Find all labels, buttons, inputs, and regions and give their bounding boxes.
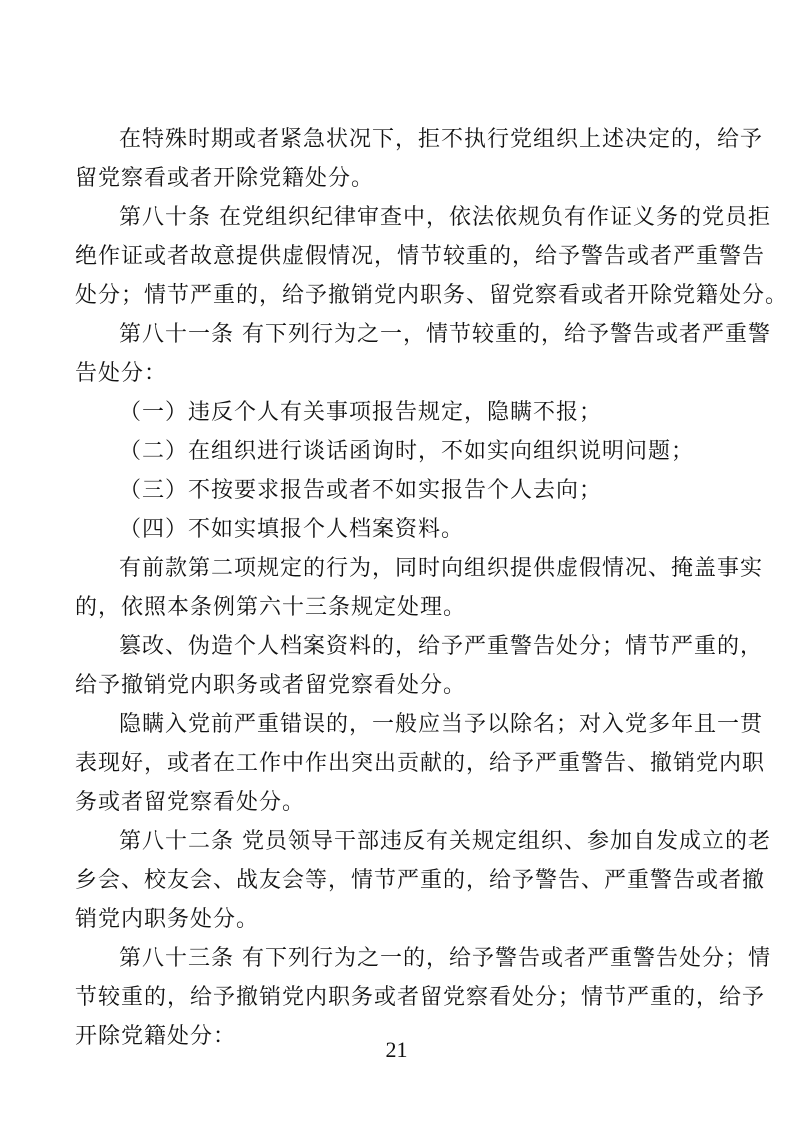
text-line: 留党察看或者开除党籍处分。 [75, 166, 375, 191]
article-80 [75, 198, 789, 315]
text-line: 告处分： [75, 361, 168, 386]
text-line: （三）不按要求报告或者不如实报告个人去向； [119, 478, 603, 503]
paragraph-special-period [75, 120, 764, 198]
text-line: 处分；情节严重的，给予撤销党内职务、留党察看或者开除党籍处分。 [75, 283, 789, 308]
text-line: 第八十三条 有下列行为之一的，给予警告或者严重警告处分；情 [119, 946, 771, 971]
text-line: 隐瞒入党前严重错误的，一般应当予以除名；对入党多年且一贯 [119, 712, 764, 737]
text-line: 第八十一条 有下列行为之一，情节较重的，给予警告或者严重警 [119, 322, 771, 347]
article-82 [75, 822, 771, 939]
list-item-4 [119, 510, 717, 549]
list-item-2 [119, 432, 717, 471]
article-81 [75, 315, 771, 393]
text-line: 的，依照本条例第六十三条规定处理。 [75, 595, 467, 620]
text-line: 第八十二条 党员领导干部违反有关规定组织、参加自发成立的老 [119, 829, 771, 854]
text-line: 开除党籍处分： [75, 1024, 237, 1049]
text-line: 节较重的，给予撤销党内职务或者留党察看处分；情节严重的，给予 [75, 985, 766, 1010]
text-line: 绝作证或者故意提供虚假情况，情节较重的，给予警告或者严重警告 [75, 244, 766, 269]
text-line: 篡改、伪造个人档案资料的，给予严重警告处分；情节严重的， [119, 634, 764, 659]
paragraph-forged-files [75, 627, 764, 705]
text-line: 销党内职务处分。 [75, 907, 260, 932]
text-line: 第八十条 在党组织纪律审查中，依法依规负有作证义务的党员拒 [119, 205, 771, 230]
text-line: 在特殊时期或者紧急状况下，拒不执行党组织上述决定的，给予 [119, 127, 764, 152]
text-line: 有前款第二项规定的行为，同时向组织提供虚假情况、掩盖事实 [119, 556, 764, 581]
text-line: 表现好，或者在工作中作出突出贡献的，给予严重警告、撤销党内职 [75, 751, 766, 776]
paragraph-false-information [75, 549, 764, 627]
text-line: 给予撤销党内职务或者留党察看处分。 [75, 673, 467, 698]
list-item-1 [119, 393, 717, 432]
text-line: 务或者留党察看处分。 [75, 790, 306, 815]
list-item-3 [119, 471, 717, 510]
page-content [75, 120, 789, 1056]
text-line: （四）不如实填报个人档案资料。 [119, 517, 465, 542]
page-number: 21 [385, 1037, 408, 1062]
text-line: （一）违反个人有关事项报告规定，隐瞒不报； [119, 400, 603, 425]
paragraph-concealed-errors [75, 705, 766, 822]
text-line: 乡会、校友会、战友会等，情节严重的，给予警告、严重警告或者撤 [75, 868, 766, 893]
text-line: （二）在组织进行谈话函询时，不如实向组织说明问题； [119, 439, 695, 464]
